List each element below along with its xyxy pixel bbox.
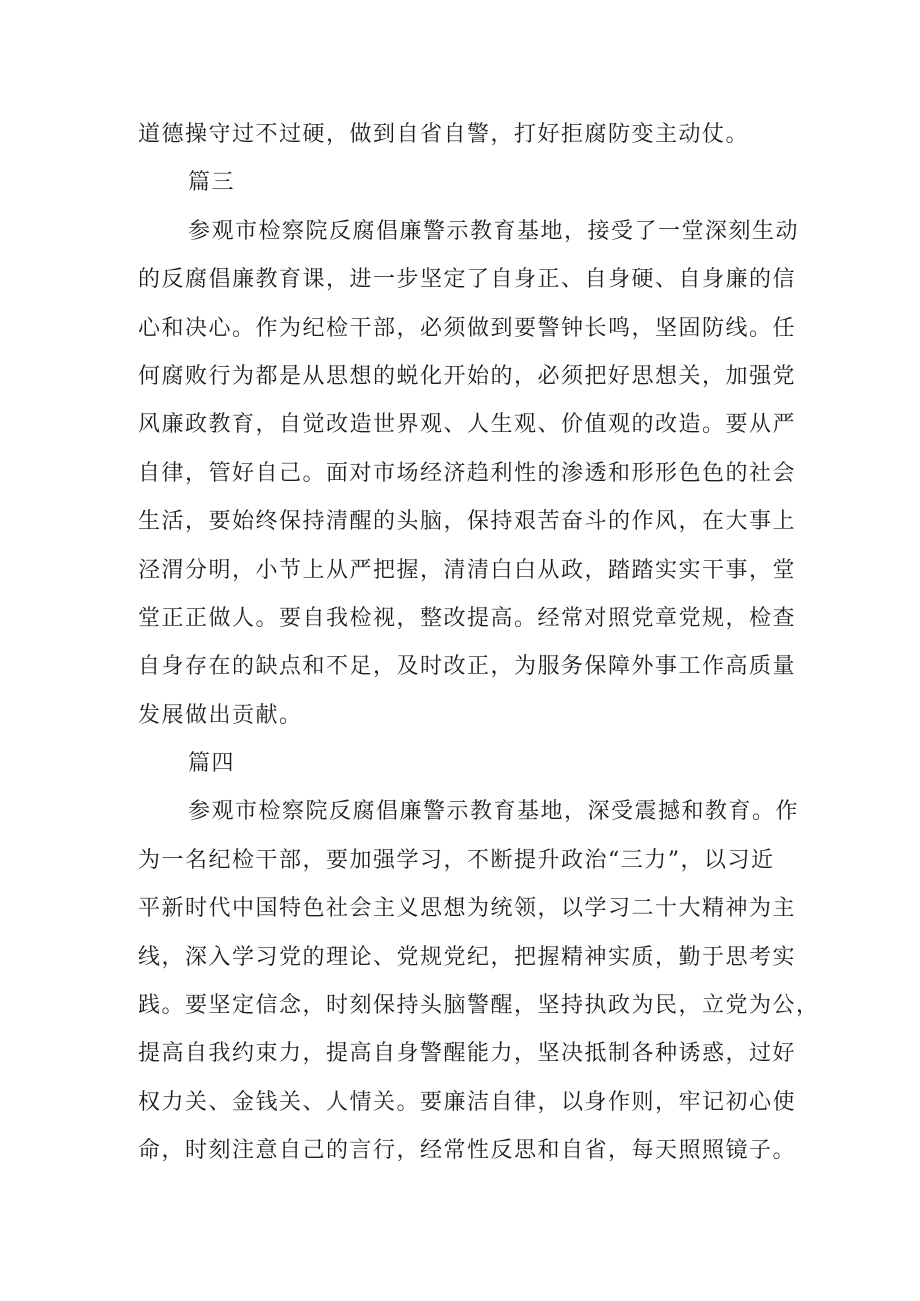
text-line: 参观市检察院反腐倡廉警示教育基地，深受震撼和教育。作 <box>188 799 800 825</box>
section-heading-4: 篇四 <box>188 751 236 777</box>
text-line: 为一名纪检干部，要加强学习，不断提升政治“三力”，以习近 <box>138 847 775 873</box>
text-line: 命，时刻注意自己的言行，经常性反思和自省，每天照照镜子。 <box>138 1138 797 1164</box>
text-line: 发展做出贡献。 <box>138 702 303 728</box>
text-line: 提高自我约束力，提高自身警醒能力，坚决抵制各种诱惑，过好 <box>138 1041 797 1067</box>
section-heading-3: 篇三 <box>188 170 236 196</box>
text-line: 何腐败行为都是从思想的蜕化开始的，必须把好思想关，加强党 <box>138 363 797 389</box>
text-line: 线，深入学习党的理论、党规党纪，把握精神实质，勤于思考实 <box>138 944 797 970</box>
text-line: 堂正正做人。要自我检视，整改提高。经常对照党章党规，检查 <box>138 605 797 631</box>
text-line: 自律，管好自己。面对市场经济趋利性的渗透和形形色色的社会 <box>138 460 797 486</box>
text-line: 平新时代中国特色社会主义思想为统领，以学习二十大精神为主 <box>138 896 797 922</box>
text-line: 权力关、金钱关、人情关。要廉洁自律，以身作则，牢记初心使 <box>138 1089 797 1115</box>
text-line: 泾渭分明，小节上从严把握，清清白白从政，踏踏实实干事，堂 <box>138 557 797 583</box>
text-line: 风廉政教育，自觉改造世界观、人生观、价值观的改造。要从严 <box>138 412 797 438</box>
text-line: 践。要坚定信念，时刻保持头脑警醒，坚持执政为民，立党为公， <box>138 993 820 1019</box>
text-line: 自身存在的缺点和不足，及时改正，为服务保障外事工作高质量 <box>138 654 797 680</box>
text-line: 生活，要始终保持清醒的头脑，保持艰苦奋斗的作风，在大事上 <box>138 509 797 535</box>
text-line: 道德操守过不过硬，做到自省自警，打好拒腐防变主动仗。 <box>138 122 750 147</box>
text-line: 心和决心。作为纪检干部，必须做到要警钟长鸣，坚固防线。任 <box>138 315 797 341</box>
text-line: 参观市检察院反腐倡廉警示教育基地，接受了一堂深刻生动 <box>188 218 800 244</box>
document-body <box>138 111 820 1176</box>
text-line: 的反腐倡廉教育课，进一步坚定了自身正、自身硬、自身廉的信 <box>138 267 797 293</box>
